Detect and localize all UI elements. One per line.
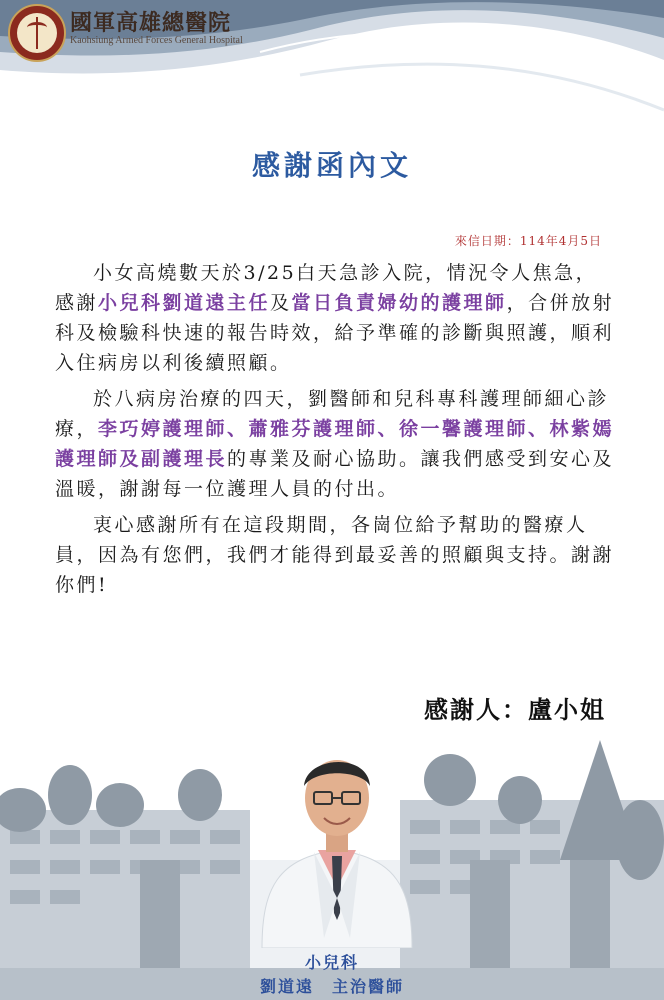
highlight-director: 小兒科劉道遠主任 bbox=[98, 292, 271, 314]
hospital-name: 國軍高雄總醫院 bbox=[70, 10, 232, 36]
paragraph-1-text-c: ，合併放射科及檢驗科快速的報告時效，給予準確的診斷與照護，順利入住病房以利後續照顧。 bbox=[55, 292, 615, 374]
letter-date: 來信日期：114年4月5日 bbox=[454, 234, 602, 248]
paragraph-1-text-b: 及 bbox=[270, 292, 292, 314]
doctor-department: 小兒科 bbox=[304, 953, 359, 972]
doctor-name-title: 劉道遠 主治醫師 bbox=[259, 977, 404, 996]
paragraph-2-text-b: 的專業及耐心協助。讓我們感受到安心及溫暖，謝謝每一位護理人員的付出。 bbox=[55, 448, 615, 500]
hospital-name-english: Kaohsiung Armed Forces General Hospital bbox=[70, 35, 243, 46]
letter-body bbox=[55, 258, 615, 606]
paragraph-1 bbox=[55, 258, 615, 378]
paragraph-2-text-a: 於八病房治療的四天，劉醫師和兒科專科護理師細心診療， bbox=[55, 388, 610, 440]
highlight-nurse-names: 李巧婷護理師、蕭雅芬護理師、徐一馨護理師、林紫嫣護理師及副護理長 bbox=[55, 418, 615, 470]
highlight-nurses-on-duty: 當日負責婦幼的護理師 bbox=[291, 292, 507, 314]
signer: 感謝人：盧小姐 bbox=[424, 695, 606, 724]
caduceus-icon bbox=[17, 13, 57, 53]
paragraph-2 bbox=[55, 384, 615, 504]
letter-title: 感謝函內文 bbox=[251, 149, 412, 182]
hospital-logo bbox=[8, 4, 66, 62]
paragraph-3: 衷心感謝所有在這段期間，各崗位給予幫助的醫療人員，因為有您們，我們才能得到最妥善的照顧與支持。謝謝你們! bbox=[55, 514, 615, 596]
doctor-portrait bbox=[258, 738, 416, 948]
paragraph-1-text-a: 小女高燒數天於3/25白天急診入院，情況令人焦急，感謝 bbox=[55, 262, 598, 314]
